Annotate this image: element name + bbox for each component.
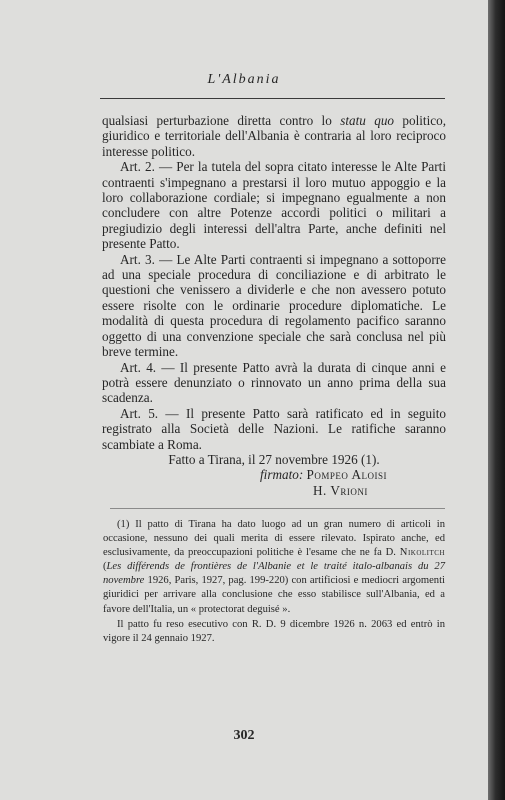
- page-number: 302: [233, 728, 255, 743]
- place-date: Fatto a Tirana, il 27 novembre 1926 (1).: [168, 451, 380, 467]
- book-spine-shadow: [488, 0, 505, 800]
- signatory-1: Pompeo Aloisi: [306, 467, 387, 483]
- article-4: Art. 4. — Il presente Patto avrà la durata di cinque anni e potrà essere denunziato o rinnovato un anno prima della sua scadenza.: [102, 359, 446, 406]
- footnotes: [103, 518, 445, 646]
- article-2: Art. 2. — Per la tutela del sopra citato interesse le Alte Parti contraenti s'impegnano a prestarsi il loro mutuo appoggio e la loro collaborazione cordiale; si impegnano egualmente a non concludere con altre Potenze accordi politici o militari a pregiudizio degli interessi dell'altra Parte, anche definiti nel presente Patto.: [102, 159, 446, 252]
- running-header: L'Albania: [207, 72, 281, 87]
- footnote-2: Il patto fu reso esecutivo con R. D. 9 dicembre 1926 n. 2063 ed entrò in vigore il 24 gennaio 1927.: [103, 618, 445, 644]
- paragraph-continuation: qualsiasi perturbazione diretta contro lo statu quo politico, giuridico e territoriale dell'Albania è contraria al loro reciproco interesse politico.: [102, 113, 447, 159]
- main-text: [102, 113, 446, 499]
- footnote-author: Nikolitch: [399, 547, 445, 559]
- footnote-1: (1) Il patto di Tirana ha dato luogo ad un gran numero di articoli in occasione, nessuno dei quali merita di essere rilevato. Ispirato anche, ed esclusivamente, da preoccupazioni politiche è l'esame che ne fa D. Nikolitch (Les différends de frontières de l'Albanie et le traité italo-albanais du 27 novembre 1926, Paris, 1927, pag. 199-220) con artificiosi e mediocri argomenti giuridici per arrivare alla conclusione che esso stabilisce sull'Albania, ed a favore dell'Italia, un « protectorat deguisé ».: [103, 519, 445, 615]
- footnote-rule: [110, 508, 445, 509]
- article-3: Art. 3. — Le Alte Parti contraenti si impegnano a sottoporre ad una speciale procedura di conciliazione e di arbitrato le questioni che venissero a dividerle e che non avessero potuto essere risolte con le ordinarie procedure diplomatiche. Le modalità di questa procedura di regolamento pacifico saranno oggetto di una convenzione speciale che sarà conclusa nel più breve termine.: [102, 251, 446, 360]
- header-rule: [100, 98, 445, 99]
- italic-term: statu quo: [340, 113, 395, 128]
- signatory-2: H. Vrioni: [313, 483, 368, 499]
- signature-block: [102, 467, 446, 499]
- article-5: Art. 5. — Il presente Patto sarà ratificato ed in seguito registrato alla Società delle Nazioni. Le ratifiche saranno scambiate a Roma.: [102, 405, 446, 452]
- signed-label: firmato:: [260, 467, 304, 483]
- footnote-work-title: Les différends de frontières de l'Albanie et le traité italo-albanais du 27 novembre: [103, 561, 445, 587]
